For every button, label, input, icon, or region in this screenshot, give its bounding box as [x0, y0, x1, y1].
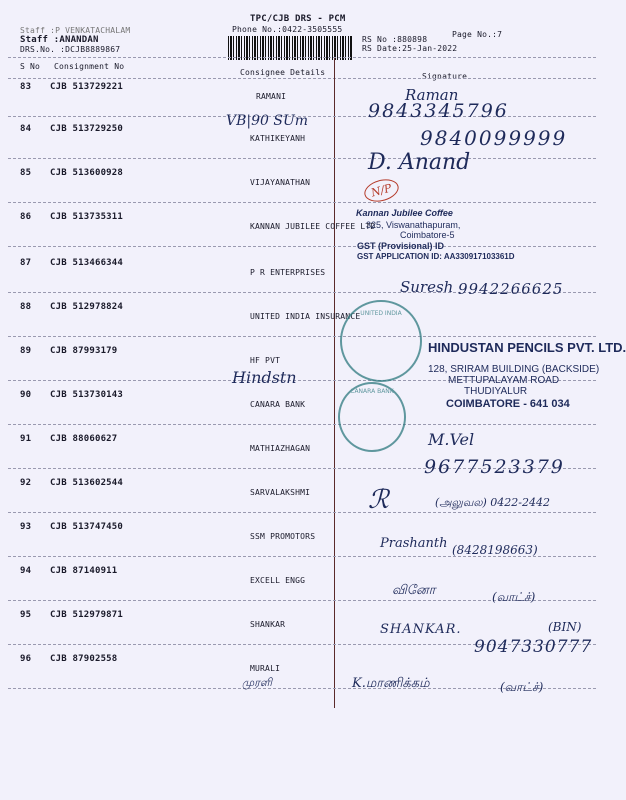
row-consignee: HF PVT: [250, 356, 281, 365]
united-india-stamp: [340, 300, 422, 382]
row-consignee: UNITED INDIA INSURANCE: [250, 312, 361, 321]
row-consignee: SARVALAKSHMI: [250, 488, 311, 497]
phone-95: 9047330777: [474, 637, 593, 657]
signature-96: முரளி: [242, 676, 273, 689]
row-consignment-no: CJB 513747450: [50, 522, 124, 532]
row-consignee: CANARA BANK: [250, 400, 306, 409]
staff-line-faded: Staff :P VENKATACHALAM: [20, 26, 131, 35]
row-sno: 94: [20, 566, 32, 576]
hindustan-stamp-addr1: 128, SRIRAM BUILDING (BACKSIDE): [428, 364, 600, 375]
kannan-stamp-address: 325, Viswanathapuram,: [366, 220, 461, 230]
report-title: TPC/CJB DRS - PCM: [250, 14, 346, 24]
row-sno: 90: [20, 390, 32, 400]
col-header-consignee: Consignee Details: [240, 68, 326, 77]
row-consignee: EXCELL ENGG: [250, 576, 306, 585]
kannan-stamp-name: Kannan Jubilee Coffee: [356, 208, 453, 218]
phone-92: (அலுவல) 0422-2442: [435, 496, 551, 509]
row-consignment-no: CJB 512979871: [50, 610, 124, 620]
row-consignment-no: CJB 88060627: [50, 434, 118, 444]
signature-89: Hindstn: [232, 368, 297, 387]
np-mark-85: N/P: [362, 176, 401, 205]
row-consignment-no: CJB 87140911: [50, 566, 118, 576]
signature-91: M.Vel: [428, 430, 475, 449]
signature-95: SHANKAR.: [380, 622, 462, 637]
row-consignment-no: CJB 513729221: [50, 82, 124, 92]
col-header-sno: S No: [20, 62, 41, 71]
row-consignee: KANNAN JUBILEE COFFEE LTD: [250, 222, 376, 231]
hindustan-stamp-addr4: COIMBATORE - 641 034: [446, 398, 570, 410]
row-sno: 92: [20, 478, 32, 488]
row-divider: [8, 202, 596, 203]
row-consignee: RAMANI: [256, 92, 287, 101]
row-sno: 85: [20, 168, 32, 178]
signature-93: Prashanth: [380, 536, 448, 551]
signature-83: Raman: [405, 86, 459, 104]
row-sno: 83: [20, 82, 32, 92]
col-header-consignment: Consignment No: [54, 62, 125, 71]
row-consignment-no: CJB 512978824: [50, 302, 124, 312]
name-96: K.மாணிக்கம்: [352, 676, 430, 691]
row-consignment-no: CJB 87902558: [50, 654, 118, 664]
drs-number: DRS.No. :DCJB8889867: [20, 45, 121, 54]
phone-93: (8428198663): [452, 543, 538, 557]
row-consignment-no: CJB 513729250: [50, 124, 124, 134]
row-sno: 89: [20, 346, 32, 356]
note-94: (வாட்ச்): [492, 590, 536, 604]
signature-94: வினோ: [392, 583, 436, 598]
row-sno: 84: [20, 124, 32, 134]
canara-bank-stamp: [338, 382, 406, 452]
row-divider: [8, 512, 596, 513]
note-84: VB|90 SUm: [226, 113, 309, 129]
row-consignee: KATHIKEYANH: [250, 134, 306, 143]
hindustan-stamp-addr3: THUDIYALUR: [464, 386, 528, 397]
hindustan-stamp-addr2: METTUPALAYAM ROAD: [448, 375, 560, 386]
row-consignee: VIJAYANATHAN: [250, 178, 311, 187]
note-96: (வாட்ச்): [500, 680, 544, 694]
rs-date: RS Date:25-Jan-2022: [362, 44, 458, 53]
kannan-stamp-gst2: GST APPLICATION ID: AA330917103361D: [357, 252, 515, 261]
row-sno: 87: [20, 258, 32, 268]
row-divider: [8, 336, 596, 337]
row-consignee: P R ENTERPRISES: [250, 268, 326, 277]
kannan-stamp-gst1: GST (Provisional) ID: [357, 241, 445, 251]
row-consignee: SSM PROMOTORS: [250, 532, 316, 541]
phone-83: 9843345796: [368, 100, 509, 122]
row-consignee: MURALI: [250, 664, 281, 673]
row-consignment-no: CJB 513600928: [50, 168, 124, 178]
column-header-rule: [8, 78, 596, 79]
canara-bank-stamp-text: CANARA BANK: [350, 388, 394, 395]
note-95: (BIN): [548, 620, 582, 634]
row-sno: 96: [20, 654, 32, 664]
signature-87: Suresh: [400, 278, 454, 296]
row-consignee: SHANKAR: [250, 620, 286, 629]
signature-92-mark: ℛ: [368, 485, 389, 515]
row-sno: 91: [20, 434, 32, 444]
row-divider: [8, 158, 596, 159]
row-consignment-no: CJB 513466344: [50, 258, 124, 268]
page-number: Page No.:7: [452, 30, 503, 39]
hindustan-stamp-name: HINDUSTAN PENCILS PVT. LTD.: [428, 340, 626, 355]
row-consignment-no: CJB 513730143: [50, 390, 124, 400]
kannan-stamp-city: Coimbatore-5: [400, 230, 455, 240]
phone-84: 9840099999: [420, 126, 568, 150]
header-rule: [8, 57, 596, 58]
row-sno: 86: [20, 212, 32, 222]
column-divider: [334, 58, 335, 708]
phone-91: 9677523379: [424, 456, 565, 478]
row-consignment-no: CJB 513735311: [50, 212, 124, 222]
row-sno: 95: [20, 610, 32, 620]
phone-87: 9942266625: [458, 280, 564, 298]
row-sno: 88: [20, 302, 32, 312]
staff-name: Staff :ANANDAN: [20, 35, 99, 45]
row-consignment-no: CJB 513602544: [50, 478, 124, 488]
row-divider: [8, 246, 596, 247]
row-consignment-no: CJB 87993179: [50, 346, 118, 356]
signature-85: D. Anand: [368, 150, 471, 175]
row-consignee: MATHIAZHAGAN: [250, 444, 311, 453]
united-india-stamp-text: UNITED INDIA: [360, 310, 402, 317]
row-divider: [8, 424, 596, 425]
row-sno: 93: [20, 522, 32, 532]
rs-number: RS No :880898: [362, 35, 428, 44]
phone-number: Phone No.:0422-3505555: [232, 25, 343, 34]
col-header-signature: Signature: [422, 72, 468, 81]
